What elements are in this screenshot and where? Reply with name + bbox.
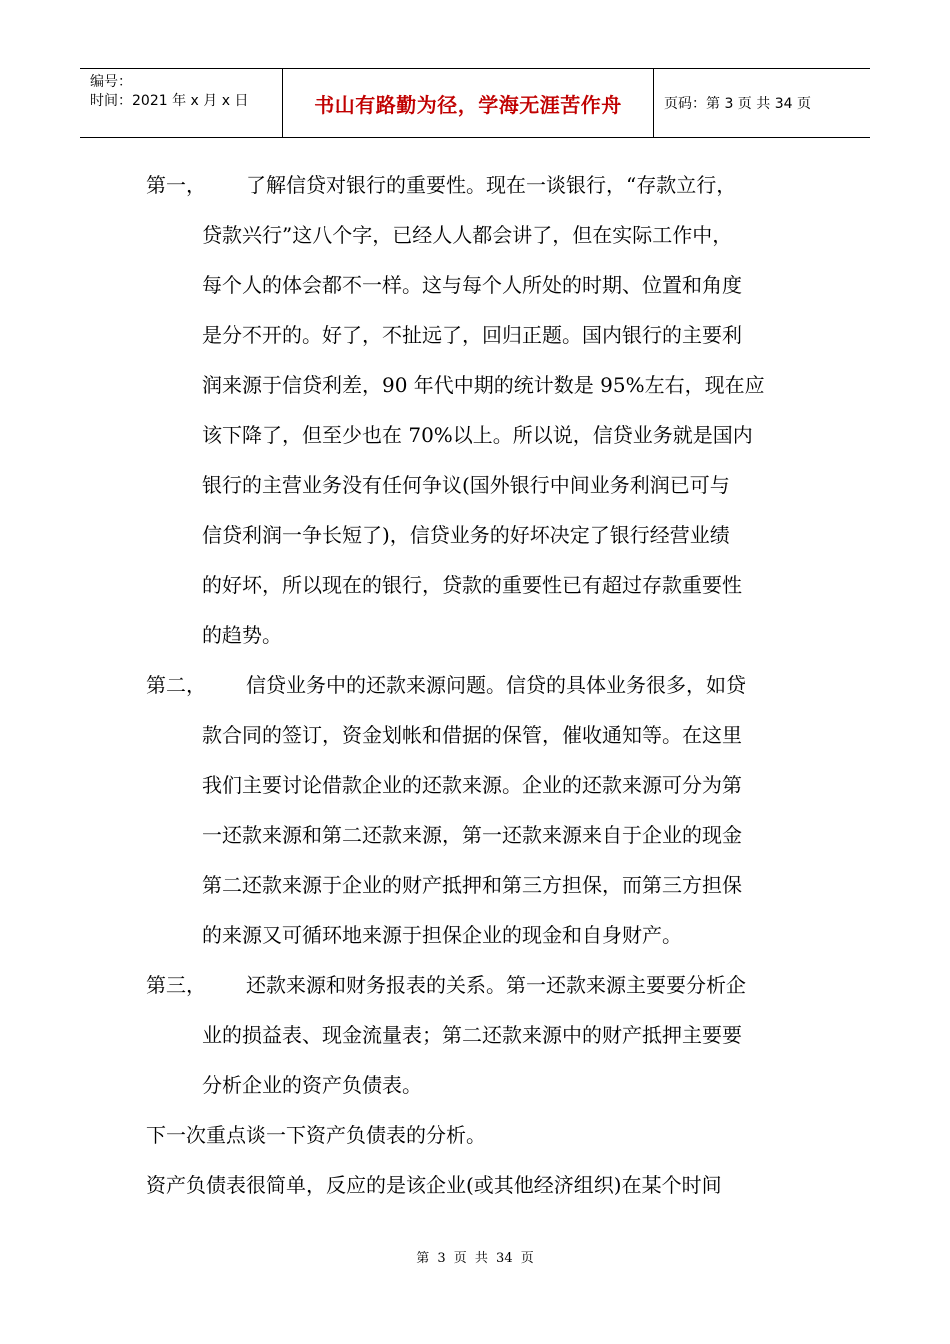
text-line: 信贷利润一争长短了)，信贷业务的好坏决定了银行经营业绩 bbox=[202, 523, 730, 547]
text-line: 该下降了，但至少也在 70%以上。所以说，信贷业务就是国内 bbox=[202, 423, 753, 447]
text-line: 每个人的体会都不一样。这与每个人所处的时期、位置和角度 bbox=[202, 273, 742, 297]
text-line: 我们主要讨论借款企业的还款来源。企业的还款来源可分为第 bbox=[202, 773, 742, 797]
text-line: 一还款来源和第二还款来源，第一还款来源来自于企业的现金 bbox=[202, 823, 742, 847]
section-label: 第一， bbox=[146, 173, 206, 197]
section-text bbox=[202, 660, 816, 960]
header-divider bbox=[653, 69, 654, 137]
header-motto: 书山有路勤为径，学海无涯苦作舟 bbox=[314, 92, 622, 117]
section-3 bbox=[146, 960, 816, 1110]
text-line: 还款来源和财务报表的关系。第一还款来源主要要分析企 bbox=[246, 973, 746, 997]
header-meta bbox=[90, 73, 280, 111]
section-1 bbox=[146, 160, 816, 660]
text-line: 下一次重点谈一下资产负债表的分析。 bbox=[146, 1123, 486, 1147]
closing-text bbox=[146, 1110, 816, 1210]
header-table bbox=[80, 68, 870, 138]
text-line: 资产负债表很简单，反应的是该企业(或其他经济组织)在某个时间 bbox=[146, 1173, 722, 1197]
text-line: 贷款兴行”这八个字，已经人人都会讲了，但在实际工作中， bbox=[202, 223, 733, 247]
text-line: 了解信贷对银行的重要性。现在一谈银行，“存款立行， bbox=[246, 173, 737, 197]
page-footer: 第 3 页 共 34 页 bbox=[416, 1251, 534, 1266]
section-2 bbox=[146, 660, 816, 960]
section-text bbox=[202, 960, 816, 1110]
text-line: 的趋势。 bbox=[202, 623, 282, 647]
text-line: 业的损益表、现金流量表；第二还款来源中的财产抵押主要要 bbox=[202, 1023, 742, 1047]
document-date: 时间：2021 年 x 月 x 日 bbox=[90, 93, 249, 109]
section-text bbox=[202, 160, 816, 660]
text-line: 分析企业的资产负债表。 bbox=[202, 1073, 422, 1097]
document-body bbox=[146, 160, 816, 1210]
text-line: 是分不开的。好了，不扯远了，回归正题。国内银行的主要利 bbox=[202, 323, 742, 347]
text-line: 的来源又可循环地来源于担保企业的现金和自身财产。 bbox=[202, 923, 682, 947]
header-page-number: 页码：第 3 页 共 34 页 bbox=[664, 96, 811, 112]
text-line: 信贷业务中的还款来源问题。信贷的具体业务很多，如贷 bbox=[246, 673, 746, 697]
text-line: 银行的主营业务没有任何争议(国外银行中间业务利润已可与 bbox=[202, 473, 730, 497]
section-label: 第二， bbox=[146, 673, 206, 697]
text-line: 的好坏，所以现在的银行，贷款的重要性已有超过存款重要性 bbox=[202, 573, 742, 597]
text-line: 款合同的签订，资金划帐和借据的保管，催收通知等。在这里 bbox=[202, 723, 742, 747]
document-number-label: 编号： bbox=[90, 74, 132, 90]
text-line: 第二还款来源于企业的财产抵押和第三方担保，而第三方担保 bbox=[202, 873, 742, 897]
text-line: 润来源于信贷利差，90 年代中期的统计数是 95%左右，现在应 bbox=[202, 373, 765, 397]
section-label: 第三， bbox=[146, 973, 206, 997]
